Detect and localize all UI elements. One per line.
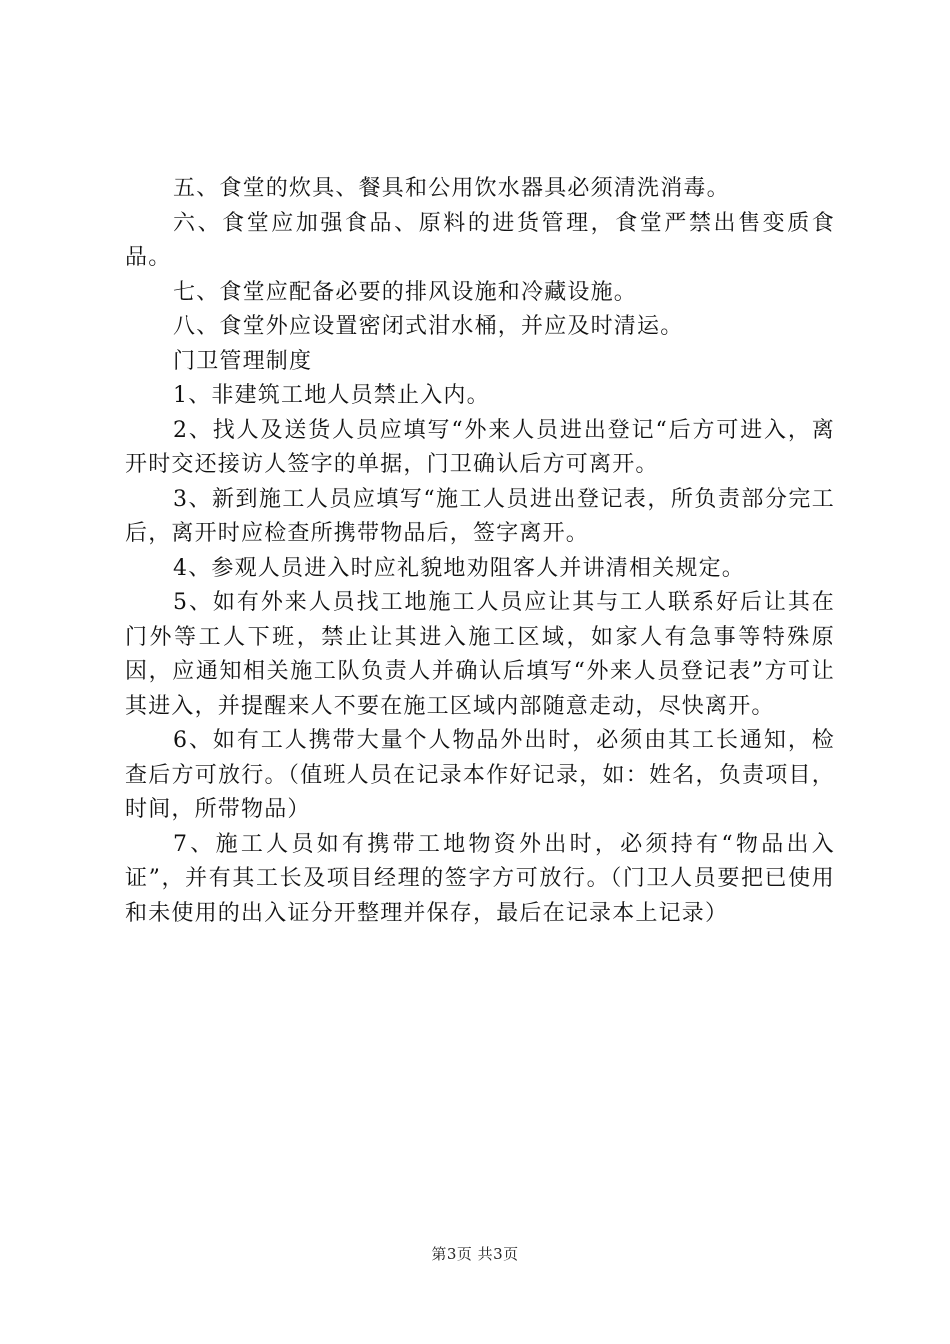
paragraph-gate-4: 4、参观人员进入时应礼貌地劝阻客人并讲清相关规定。 (173, 555, 745, 581)
section-heading-gate-management: 门卫管理制度 (173, 348, 313, 374)
paragraph-gate-1: 1、非建筑工地人员禁止入内。 (173, 383, 490, 408)
paragraph-gate-2: 2、找人及送货人员应填写“外来人员进出登记“后方可进入，离开时交还接访人签字的单据，门卫确认后方可离开。 (125, 417, 835, 477)
paragraph-gate-3: 3、新到施工人员应填写“施工人员进出登记表，所负责部分完工后，离开时应检查所携带物品后，签字离开。 (125, 486, 835, 546)
paragraph-canteen-6: 六、食堂应加强食品、原料的进货管理，食堂严禁出售变质食品。 (125, 210, 835, 270)
document-body (125, 172, 835, 931)
paragraph-canteen-5: 五、食堂的炊具、餐具和公用饮水器具必须清洗消毒。 (173, 176, 730, 201)
page-footer (0, 1243, 950, 1264)
paragraph-gate-7: 7、施工人员如有携带工地物资外出时，必须持有“物品出入证”，并有其工长及项目经理的签字方可放行。（门卫人员要把已使用和未使用的出入证分开整理并保存，最后在记录本上记录） (125, 831, 835, 926)
paragraph-gate-6: 6、如有工人携带大量个人物品外出时，必须由其工长通知，检查后方可放行。（值班人员在记录本作好记录，如：姓名，负责项目，时间，所带物品） (125, 728, 835, 822)
paragraph-canteen-7: 七、食堂应配备必要的排风设施和冷藏设施。 (173, 279, 638, 305)
paragraph-gate-5: 5、如有外来人员找工地施工人员应让其与工人联系好后让其在门外等工人下班，禁止让其进入施工区域，如家人有急事等特殊原因，应通知相关施工队负责人并确认后填写“外来人员登记表”方可让其进入，并提醒来人不要在施工区域内部随意走动，尽快离开。 (125, 590, 835, 719)
page-number-label: 第3页 共3页 (431, 1245, 519, 1263)
paragraph-canteen-8: 八、食堂外应设置密闭式泔水桶，并应及时清运。 (173, 314, 684, 339)
